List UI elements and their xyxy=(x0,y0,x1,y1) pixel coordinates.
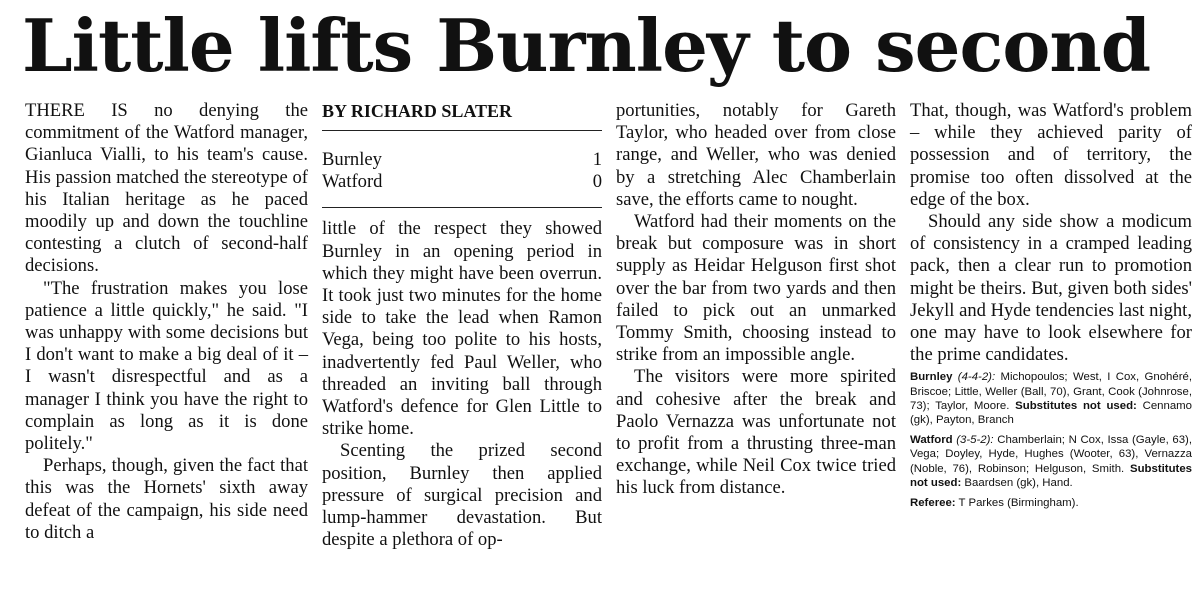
paragraph: Watford had their moments on the break but composure was in short supply as Heidar Helguson first shot over the bar from two yards and then failed to pick out an unmarked Tommy Smith, choosing instead to strike from an impossible angle. xyxy=(616,211,896,366)
score-row xyxy=(322,171,602,193)
lineup-burnley xyxy=(910,370,1192,427)
team-name: Watford xyxy=(322,171,383,193)
paragraph: Should any side show a modicum of consistency in a cramped leading pack, then a clear run to promotion might be theirs. But, given both sides' Jekyll and Hyde tendencies last night, one may have to look elsewhere for the prime candidates. xyxy=(910,211,1192,366)
lineup-watford xyxy=(910,433,1192,490)
players: Chamberlain; N Cox, Issa (Gayle, 63), Vega; Doyley, Hyde, Hughes (Wooter, 63), Vernazza (Noble, 76), Robinson; Helguson, Smith. xyxy=(910,434,1192,475)
paragraph: "The frustration makes you lose patience a little quickly," he said. "I was unhappy with some decisions but I don't want to make a big deal of it – I wasn't disrespectful and as a manager I think you have the right to complain as long as it is done politely." xyxy=(25,277,308,455)
score-row xyxy=(322,149,602,171)
subs-label: Substitutes not used: xyxy=(1015,399,1137,412)
column-4 xyxy=(910,100,1192,516)
headline: Little lifts Burnley to second xyxy=(22,3,1151,88)
referee-name: T Parkes (Birmingham). xyxy=(955,497,1079,510)
team-goals: 1 xyxy=(592,149,602,170)
lineups xyxy=(910,370,1192,510)
paragraph: THERE IS no denying the commitment of the Watford manager, Gianluca Vialli, to his team's cause. His passion matched the stereotype of his Italian heritage as he paced moodily up and down the touchline contesting a clutch of second-half decisions. xyxy=(25,100,308,277)
paragraph: little of the respect they showed Burnley in an opening period in which they might have been overrun. It took just two minutes for the home side to take the lead when Ramon Vega, being too polite to his hosts, inadvertently fed Paul Weller, who threaded an inviting ball through Watford's defence for Glen Little to strike home. xyxy=(322,218,602,440)
players: Michopoulos; West, I Cox, Gnohéré, Briscoe; Little, Weller (Ball, 70), Grant, Cook (Johnrose, 73); Taylor, Moore. xyxy=(910,371,1192,412)
referee-line xyxy=(910,496,1192,510)
column-1 xyxy=(25,100,308,544)
score-box xyxy=(322,149,602,208)
paragraph: That, though, was Watford's problem – while they achieved parity of possession and of territory, the promise too often dissolved at the edge of the box. xyxy=(910,100,1192,210)
paragraph: portunities, notably for Gareth Taylor, who headed over from close range, and Weller, who was denied by a stretching Alec Chamberlain save, the efforts came to nought. xyxy=(616,100,896,210)
team-label: Watford xyxy=(910,434,953,447)
paragraph: The visitors were more spirited and cohesive after the break and Paolo Vernazza was unfortunate not to profit from a thrusting three-man exchange, while Neil Cox twice tried his luck from distance. xyxy=(616,366,896,499)
subs: Baardsen (gk), Hand. xyxy=(961,476,1073,489)
team-label: Burnley xyxy=(910,371,953,384)
subs-label: Substitutes not used: xyxy=(910,462,1192,489)
subs: Cennamo (gk), Payton, Branch xyxy=(910,399,1192,427)
team-name: Burnley xyxy=(322,149,382,170)
team-goals: 0 xyxy=(592,171,602,193)
formation: (4-4-2): xyxy=(952,371,996,384)
byline: BY RICHARD SLATER xyxy=(322,100,602,131)
paragraph: Perhaps, though, given the fact that this was the Hornets' sixth away defeat of the campaign, his side need to ditch a xyxy=(25,455,308,543)
paragraph: Scenting the prized second position, Burnley then applied pressure of surgical precision and lump-hammer devastation. But despite a plethora of op- xyxy=(322,440,602,551)
column-2 xyxy=(322,100,602,551)
referee-label: Referee: xyxy=(910,497,956,510)
column-3 xyxy=(616,100,896,500)
formation: (3-5-2): xyxy=(952,434,994,447)
